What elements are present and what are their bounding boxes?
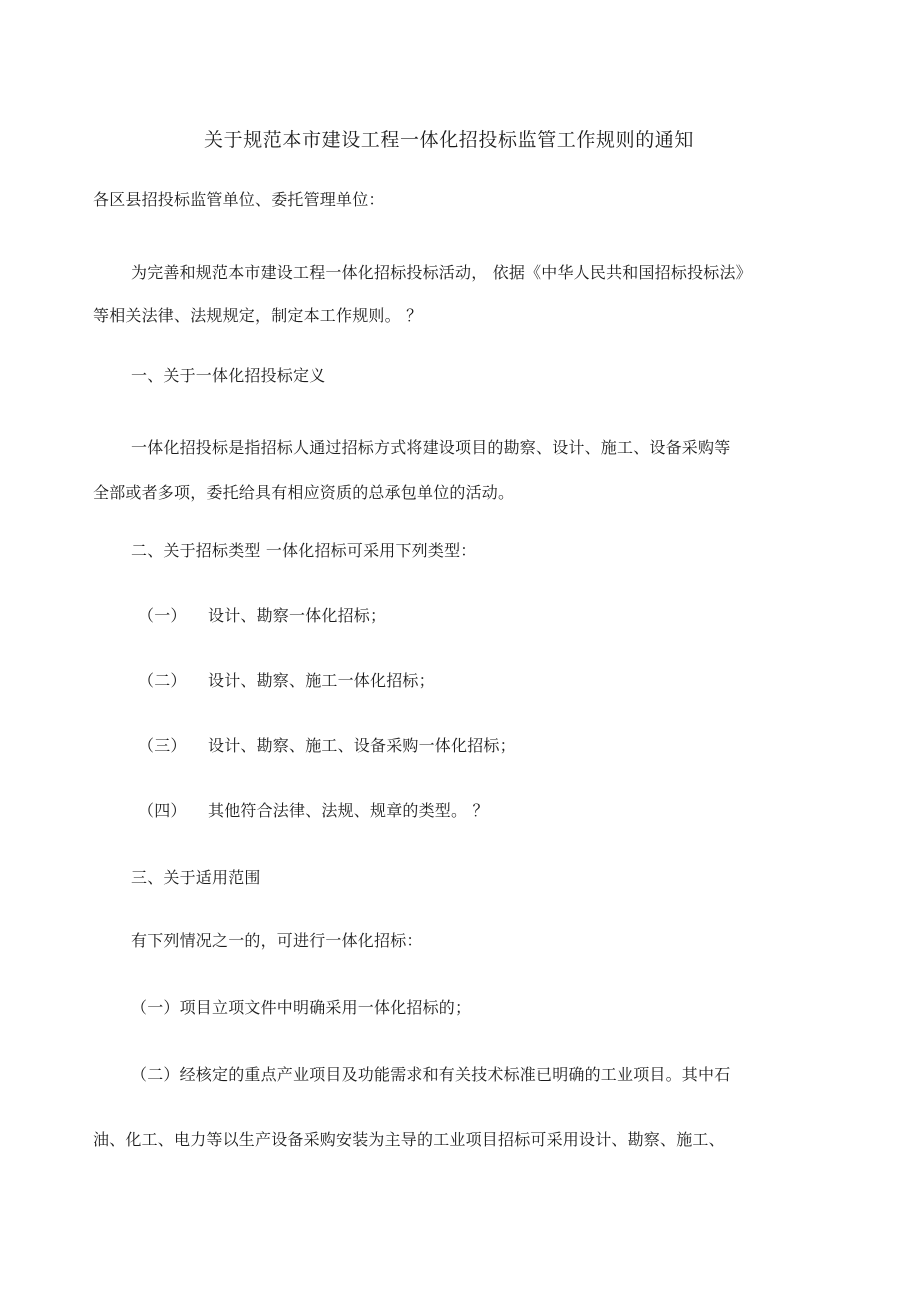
type-item-2-text: 设计、勘察、施工一体化招标； [208,671,435,690]
type-item-1-number: （一） [138,606,187,625]
type-item-2-number: （二） [138,671,187,690]
section-3-intro: 有下列情况之一的，可进行一体化招标： [131,931,423,950]
type-item-3-number: （三） [138,736,187,755]
salutation: 各区县招投标监管单位、委托管理单位： [93,190,385,209]
intro-paragraph-line-2: 等相关法律、法规规定，制定本工作规则。 ？ [93,306,423,325]
section-3-heading: 三、关于适用范围 [131,868,261,887]
type-item-3-text: 设计、勘察、施工、设备采购一体化招标； [208,736,516,755]
section-1-heading: 一、关于一体化招投标定义 [131,366,326,385]
type-item-3 [138,736,516,756]
type-item-1-text: 设计、勘察一体化招标； [208,606,387,625]
document-title: 关于规范本市建设工程一体化招投标监管工作规则的通知 [204,129,695,151]
type-item-1 [138,606,386,626]
section-1-paragraph-line-1: 一体化招投标是指招标人通过招标方式将建设项目的勘察、设计、施工、设备采购等 [131,438,731,457]
scope-item-1: （一）项目立项文件中明确采用一体化招标的； [131,998,472,1017]
section-1-paragraph-line-2: 全部或者多项，委托给具有相应资质的总承包单位的活动。 [93,483,515,502]
type-item-2 [138,671,435,691]
type-item-4-text: 其他符合法律、法规、规章的类型。 ？ [208,801,489,820]
type-item-4 [138,801,489,821]
scope-item-2-line-1: （二）经核定的重点产业项目及功能需求和有关技术标准已明确的工业项目。其中石 [131,1065,731,1084]
type-item-4-number: （四） [138,801,187,820]
section-2-heading: 二、关于招标类型 一体化招标可采用下列类型： [131,541,477,560]
intro-paragraph-line-1: 为完善和规范本市建设工程一体化招标投标活动， 依据《中华人民共和国招标投标法》 [131,263,752,282]
scope-item-2-line-2: 油、化工、电力等以生产设备采购安装为主导的工业项目招标可采用设计、勘察、施工、 [93,1130,725,1149]
